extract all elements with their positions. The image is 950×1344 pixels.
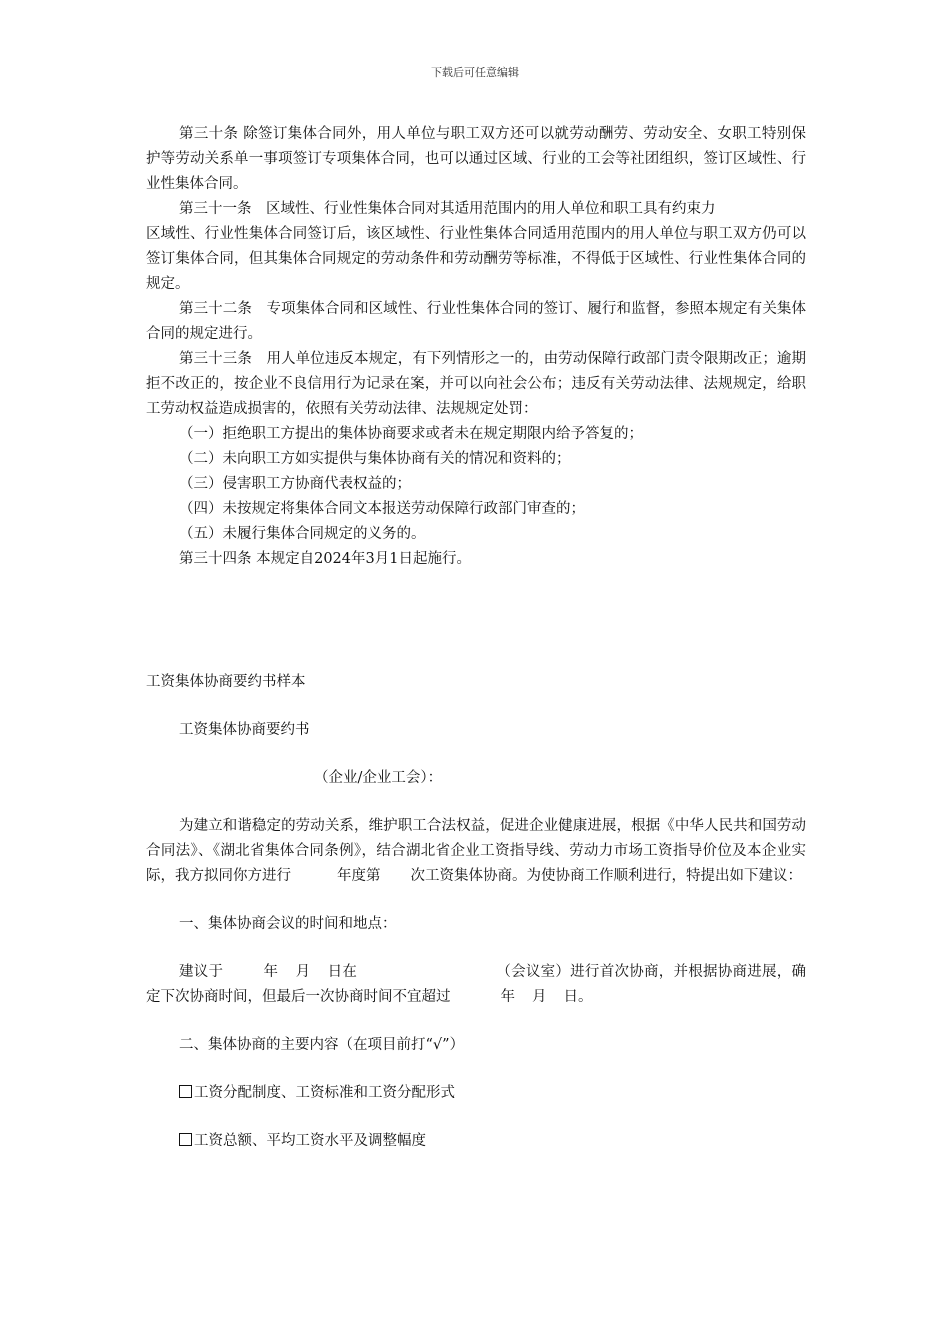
- list-item: （四）未按规定将集体合同文本报送劳动保障行政部门审查的；: [179, 501, 585, 517]
- intro-paragraph: [146, 814, 806, 889]
- article-30: 第三十条 除签订集体合同外，用人单位与职工双方还可以就劳动酬劳、劳动安全、女职工特别保护等劳动关系单一事项签订专项集体合同，也可以通过区域、行业的工会等社团组织，签订区域性、行业性集体合同。: [146, 126, 806, 192]
- addressee-line: （企业/企业工会）：: [314, 770, 443, 786]
- sample-title: 工资集体协商要约书样本: [146, 674, 306, 690]
- section-2-heading: 二、集体协商的主要内容（在项目前打“√”）: [179, 1037, 465, 1053]
- intro-text-1: 为建立和谐稳定的劳动关系，维护职工合法权益，促进企业健康进展，根据《中华人民共和国劳动合同法》、《湖北省集体合同条例》，结合湖北省企业工资指导线、劳动力市场工资指导价位及本企业实际，我方拟同你方进行: [146, 818, 806, 884]
- section-1-heading: 一、集体协商会议的时间和地点：: [179, 916, 397, 932]
- month-label: 月: [295, 964, 311, 980]
- page-header: 下载后可任意编辑: [431, 66, 519, 79]
- end-year-label: 年: [500, 989, 515, 1005]
- meeting-room-text: （会议室）进行首次协商，并根据协商进展，确定下次协商时间，但最后一次协商时间不宜超过: [146, 964, 807, 1005]
- sample-subtitle: 工资集体协商要约书: [179, 722, 310, 738]
- article-31-head: 第三十一条 区域性、行业性集体合同对其适用范围内的用人单位和职工具有约束力: [179, 201, 716, 217]
- list-item: （一）拒绝职工方提出的集体协商要求或者未在规定期限内给予答复的；: [179, 426, 643, 442]
- list-item: （五）未履行集体合同规定的义务的。: [179, 526, 426, 542]
- option-label: 工资分配制度、工资标准和工资分配形式: [194, 1085, 455, 1101]
- checkbox-icon[interactable]: [179, 1085, 192, 1098]
- option-item: [146, 1129, 806, 1154]
- list-item: （二）未向职工方如实提供与集体协商有关的情况和资料的；: [179, 451, 571, 467]
- article-31-body: 区域性、行业性集体合同签订后，该区域性、行业性集体合同适用范围内的用人单位与职工双方仍可以签订集体合同，但其集体合同规定的劳动条件和劳动酬劳等标准，不得低于区域性、行业性集体合同的规定。: [146, 226, 806, 292]
- option-label: 工资总额、平均工资水平及调整幅度: [194, 1133, 426, 1149]
- article-32: 第三十二条 专项集体合同和区域性、行业性集体合同的签订、履行和监督，参照本规定有关集体合同的规定进行。: [146, 301, 806, 342]
- day-at-label: 日在: [327, 964, 358, 980]
- article-34: 第三十四条 本规定自2024年3月1日起施行。: [179, 551, 471, 567]
- document-body: [146, 122, 806, 1154]
- year-label: 年: [263, 964, 279, 980]
- suggest-label: 建议于: [179, 964, 224, 980]
- end-day-label: 日。: [563, 989, 593, 1005]
- meeting-time-paragraph: [146, 960, 806, 1010]
- checkbox-icon[interactable]: [179, 1133, 192, 1146]
- intro-year-label: 年度第: [337, 868, 381, 884]
- list-item: （三）侵害职工方协商代表权益的；: [179, 476, 411, 492]
- article-33: 第三十三条 用人单位违反本规定，有下列情形之一的，由劳动保障行政部门责令限期改正；逾期拒不改正的，按企业不良信用行为记录在案，并可以向社会公布；违反有关劳动法律、法规规定，给职工劳动权益造成损害的，依照有关劳动法律、法规规定处罚：: [146, 351, 806, 417]
- end-month-label: 月: [532, 989, 547, 1005]
- option-item: [146, 1081, 806, 1106]
- intro-text-2: 次工资集体协商。为使协商工作顺利进行，特提出如下建议：: [410, 868, 802, 884]
